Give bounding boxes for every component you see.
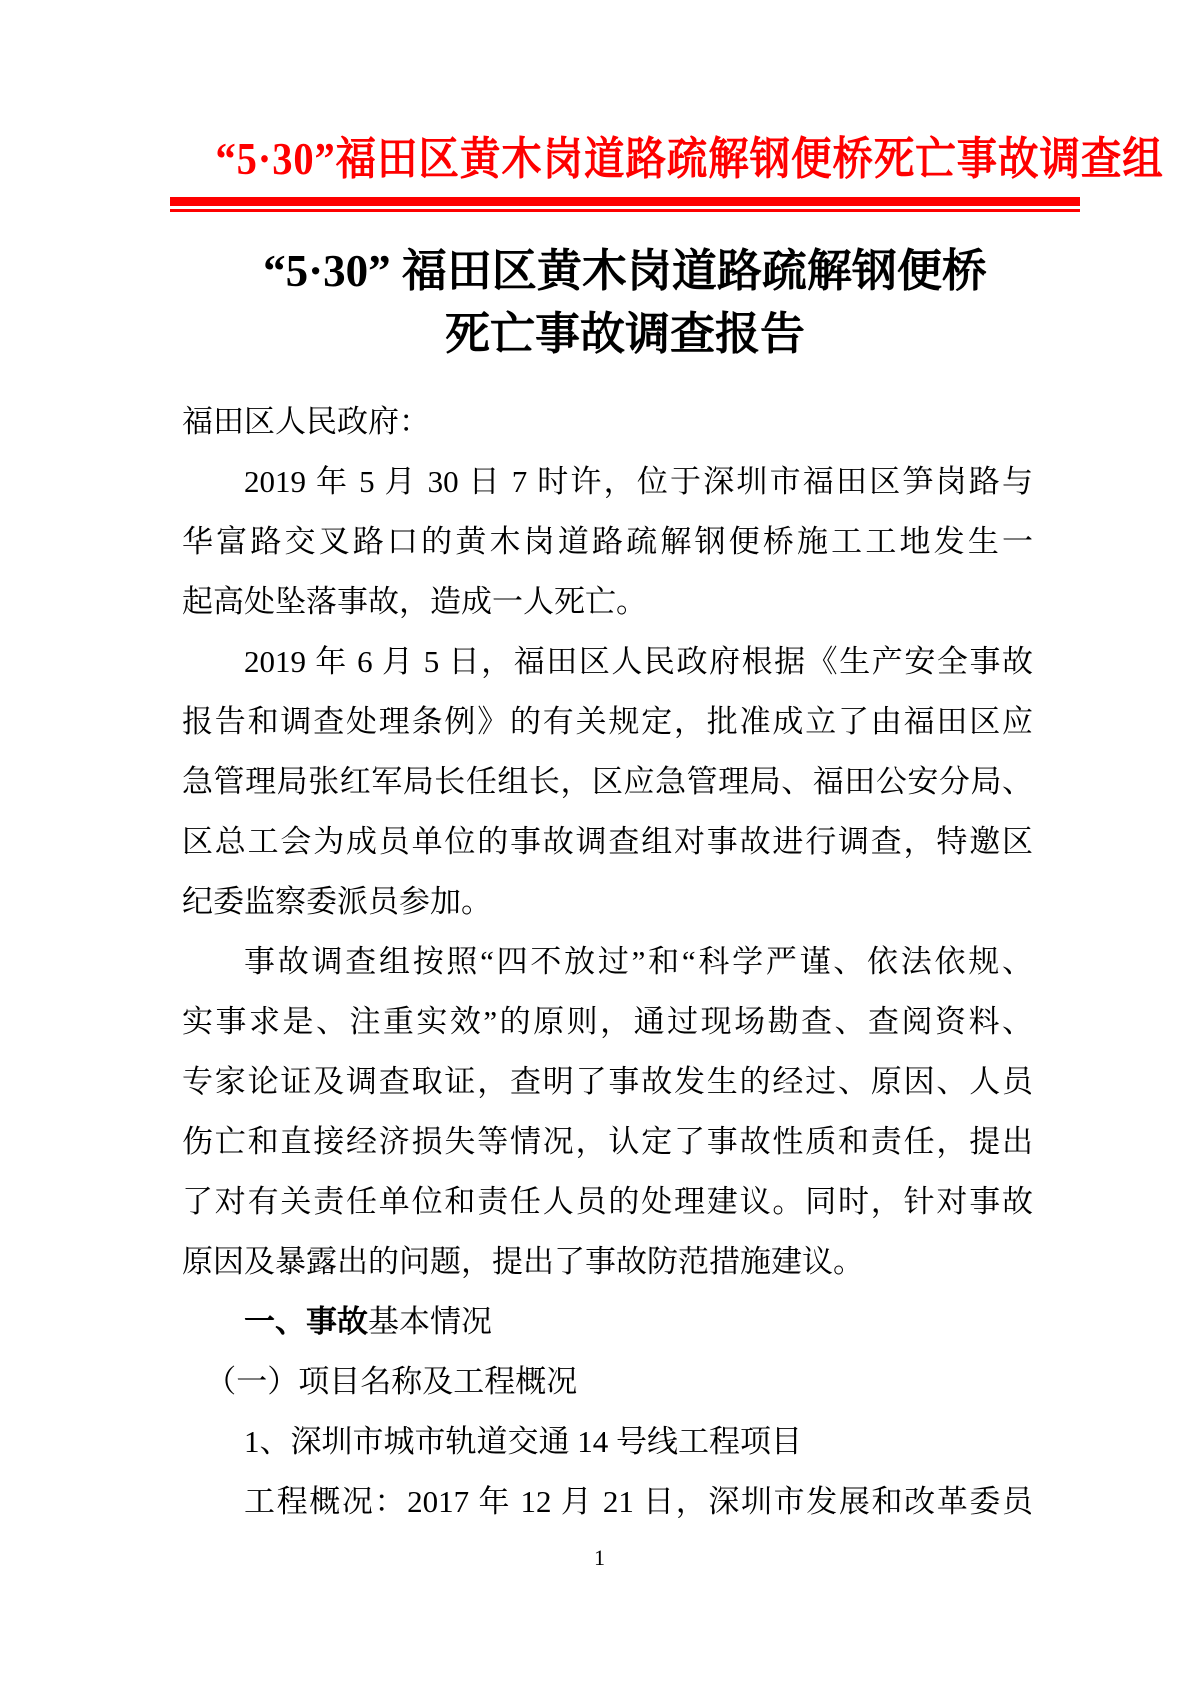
paragraph-line: 2019 年 5 月 30 日 7 时许，位于深圳市福田区笋岗路与 — [244, 464, 1033, 499]
paragraph-line: 华富路交叉路口的黄木岗道路疏解钢便桥施工工地发生一 — [182, 524, 1033, 559]
paragraph-line: 了对有关责任单位和责任人员的处理建议。同时，针对事故 — [182, 1184, 1033, 1219]
document-title-line-2: 死亡事故调查报告 — [444, 309, 805, 359]
paragraph-line: 实事求是、注重实效”的原则，通过现场勘查、查阅资料、 — [182, 1004, 1033, 1039]
section-heading-rest: 基本情况 — [368, 1304, 492, 1339]
document-body — [182, 392, 1033, 1532]
paragraph-1 — [182, 452, 1033, 632]
paragraph-3 — [182, 932, 1033, 1292]
document-title — [170, 240, 1080, 366]
document-title-line-1: “5·30” 福田区黄木岗道路疏解钢便桥 — [263, 246, 987, 296]
section-heading-1 — [182, 1292, 1033, 1352]
paragraph-line: 原因及暴露出的问题，提出了事故防范措施建议。 — [182, 1244, 864, 1279]
paragraph-line: 事故调查组按照“四不放过”和“科学严谨、依法依规、 — [244, 944, 1033, 979]
red-rule-thick — [170, 197, 1080, 206]
sub-heading-1-1: （一）项目名称及工程概况 — [205, 1364, 578, 1399]
paragraph-2 — [182, 632, 1033, 932]
list-item-1: 1、深圳市城市轨道交通 14 号线工程项目 — [244, 1424, 802, 1459]
paragraph-line: 区总工会为成员单位的事故调查组对事故进行调查，特邀区 — [182, 824, 1033, 859]
paragraph-line: 报告和调查处理条例》的有关规定，批准成立了由福田区应 — [182, 704, 1033, 739]
letterhead-org-title: “5·30”福田区黄木岗道路疏解钢便桥死亡事故调查组 — [215, 134, 1164, 184]
paragraph-line: 专家论证及调查取证，查明了事故发生的经过、原因、人员 — [182, 1064, 1033, 1099]
salutation: 福田区人民政府： — [182, 404, 430, 439]
paragraph-line: 纪委监察委派员参加。 — [182, 884, 492, 919]
paragraph-line: 急管理局张红军局长任组长，区应急管理局、福田公安分局、 — [182, 764, 1033, 799]
paragraph-line: 伤亡和直接经济损失等情况，认定了事故性质和责任，提出 — [182, 1124, 1033, 1159]
paragraph-line: 2019 年 6 月 5 日，福田区人民政府根据《生产安全事故 — [244, 644, 1033, 679]
page-number: 1 — [594, 1545, 605, 1570]
red-rule-thin — [170, 209, 1080, 212]
section-heading-strong: 一、事故 — [244, 1304, 368, 1339]
paragraph-line: 起高处坠落事故，造成一人死亡。 — [182, 584, 647, 619]
red-header-banner — [170, 126, 1164, 212]
paragraph-line: 工程概况：2017 年 12 月 21 日，深圳市发展和改革委员 — [244, 1484, 1033, 1519]
